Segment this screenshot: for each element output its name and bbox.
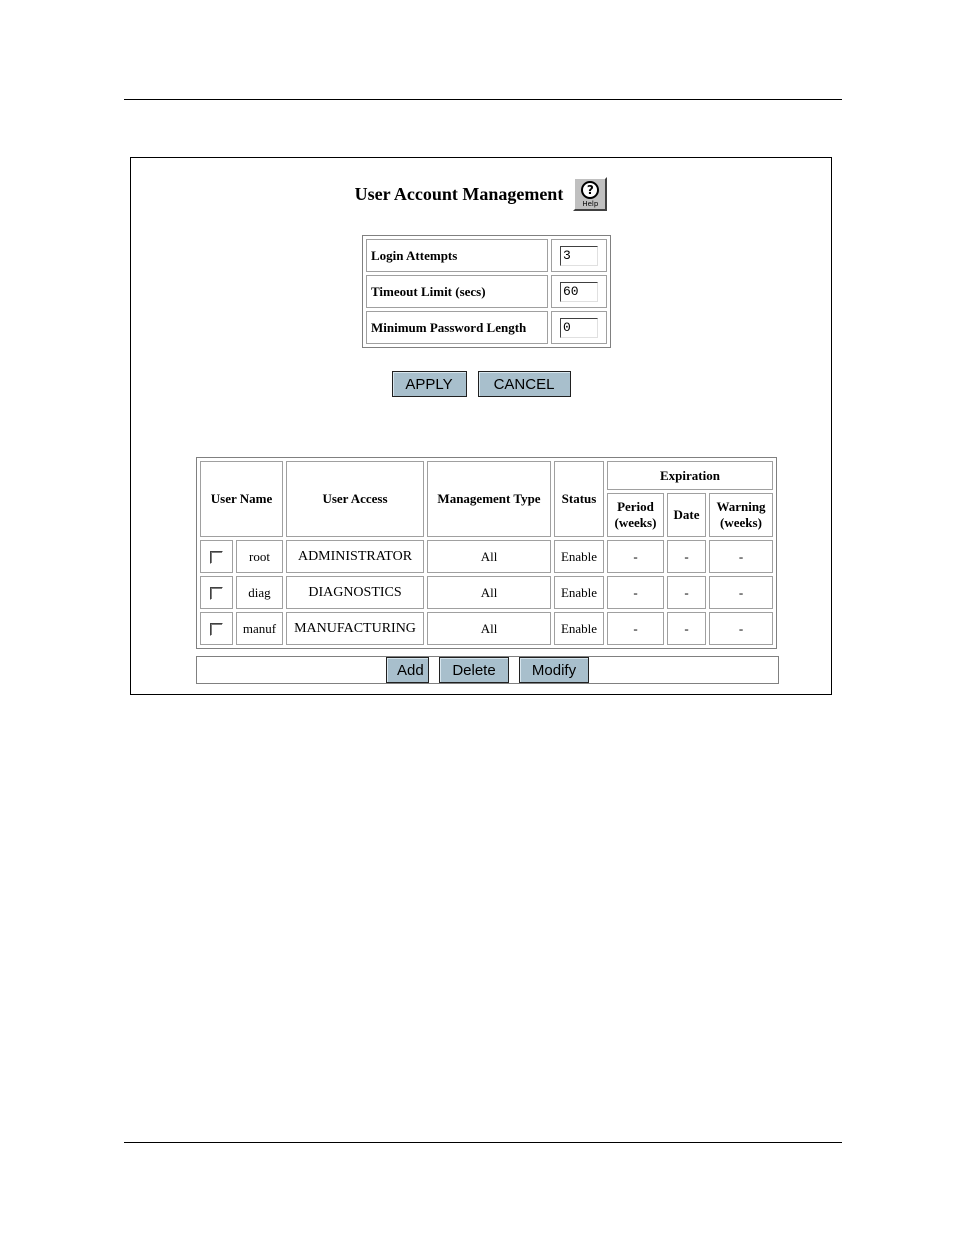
period-cell: - (607, 540, 664, 573)
help-button[interactable] (573, 177, 607, 211)
min-password-length-input[interactable] (560, 318, 598, 338)
row-select-checkbox[interactable] (210, 587, 223, 600)
date-cell: - (667, 612, 706, 645)
management-type-cell: All (427, 540, 551, 573)
col-status: Status (554, 461, 604, 537)
warning-cell: - (709, 540, 773, 573)
row-select-checkbox[interactable] (210, 623, 223, 636)
period-cell: - (607, 576, 664, 609)
user-account-panel (130, 157, 832, 695)
status-cell: Enable (554, 576, 604, 609)
management-type-cell: All (427, 612, 551, 645)
user-name-cell: root (236, 540, 283, 573)
col-user-access: User Access (286, 461, 424, 537)
date-cell: - (667, 540, 706, 573)
warning-cell: - (709, 576, 773, 609)
settings-row-timeout-limit (366, 275, 607, 308)
date-cell: - (667, 576, 706, 609)
col-user-name: User Name (200, 461, 283, 537)
user-table (196, 457, 777, 649)
modify-user-button[interactable]: Modify (519, 657, 589, 683)
help-button-label: Help (582, 199, 599, 208)
user-name-cell: manuf (236, 612, 283, 645)
timeout-limit-input[interactable] (560, 282, 598, 302)
help-question-icon: ? (581, 181, 599, 199)
user-access-cell: ADMINISTRATOR (286, 540, 424, 573)
user-access-cell: DIAGNOSTICS (286, 576, 424, 609)
status-cell: Enable (554, 612, 604, 645)
min-password-length-label: Minimum Password Length (366, 311, 548, 344)
top-rule (124, 99, 842, 100)
settings-row-min-password-length (366, 311, 607, 344)
login-attempts-input[interactable] (560, 246, 598, 266)
col-period-weeks: Period (weeks) (607, 493, 664, 537)
period-cell: - (607, 612, 664, 645)
col-expiration: Expiration (607, 461, 773, 490)
warning-cell: - (709, 612, 773, 645)
table-row (200, 612, 773, 645)
settings-row-login-attempts (366, 239, 607, 272)
add-user-button[interactable]: Add (386, 657, 429, 683)
user-access-cell: MANUFACTURING (286, 612, 424, 645)
timeout-limit-label: Timeout Limit (secs) (366, 275, 548, 308)
status-cell: Enable (554, 540, 604, 573)
login-attempts-label: Login Attempts (366, 239, 548, 272)
settings-button-row (131, 371, 831, 397)
row-select-checkbox[interactable] (210, 551, 223, 564)
user-button-row (196, 656, 779, 684)
title-row (131, 175, 831, 213)
table-row (200, 576, 773, 609)
bottom-rule (124, 1142, 842, 1143)
page-title: User Account Management (354, 183, 564, 204)
col-date: Date (667, 493, 706, 537)
apply-button[interactable]: APPLY (392, 371, 467, 397)
delete-user-button[interactable]: Delete (439, 657, 509, 683)
user-table-header-row (200, 461, 773, 490)
management-type-cell: All (427, 576, 551, 609)
col-management-type: Management Type (427, 461, 551, 537)
table-row (200, 540, 773, 573)
col-warning-weeks: Warning (weeks) (709, 493, 773, 537)
cancel-button[interactable]: CANCEL (478, 371, 571, 397)
user-name-cell: diag (236, 576, 283, 609)
settings-table (362, 235, 611, 348)
